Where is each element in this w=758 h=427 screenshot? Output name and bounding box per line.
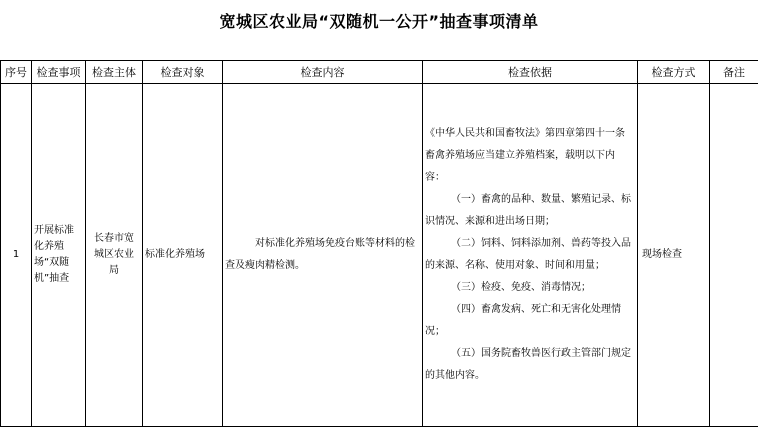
cell-subject: [86, 84, 143, 427]
basis-intro: 《中华人民共和国畜牧法》第四章第四十一条 畜禽养殖场应当建立养殖档案，载明以下内容：: [425, 128, 625, 183]
header-no: 序号: [1, 61, 32, 84]
header-content: 检查内容: [223, 61, 423, 84]
header-subject: 检查主体: [86, 61, 143, 84]
table-row: [1, 84, 758, 427]
cell-remark: [710, 84, 758, 427]
page-title: 宽城区农业局“双随机一公开”抽查事项清单: [219, 12, 539, 31]
row-method: 现场检查: [642, 249, 682, 260]
row-no: 1: [12, 249, 20, 260]
inspection-table: [0, 60, 758, 427]
header-remark: 备注: [710, 61, 758, 84]
basis-item-5: （五）国务院畜牧兽医行政主管部门规定的其他内容。: [425, 348, 631, 381]
row-basis: [423, 123, 637, 387]
header-row: [1, 61, 758, 84]
basis-item-2: （二）饲料、饲料添加剂、兽药等投入品的来源、名称、使用对象、时间和用量；: [425, 238, 631, 271]
basis-item-3: （三）检疫、免疫、消毒情况；: [451, 282, 591, 293]
row-object: 标准化养殖场: [145, 249, 205, 260]
row-content: 对标准化养殖场免疫台账等材料的检查及瘦肉精检测。: [225, 238, 415, 271]
basis-item-4: （四）畜禽发病、死亡和无害化处理情况；: [425, 304, 621, 337]
cell-object: [143, 84, 223, 427]
header-item: 检查事项: [32, 61, 86, 84]
cell-method: [638, 84, 710, 427]
cell-content: [223, 84, 423, 427]
row-subject: 长春市宽城区农业局: [94, 233, 134, 276]
header-basis: 检查依据: [423, 61, 638, 84]
cell-basis: [423, 84, 638, 427]
cell-no: [1, 84, 32, 427]
basis-item-1: （一）畜禽的品种、数量、繁殖记录、标识情况、来源和进出场日期；: [425, 194, 631, 227]
cell-item: [32, 84, 86, 427]
row-item: 开展标准化养殖场“双随机”抽查: [34, 225, 74, 284]
header-method: 检查方式: [638, 61, 710, 84]
header-object: 检查对象: [143, 61, 223, 84]
